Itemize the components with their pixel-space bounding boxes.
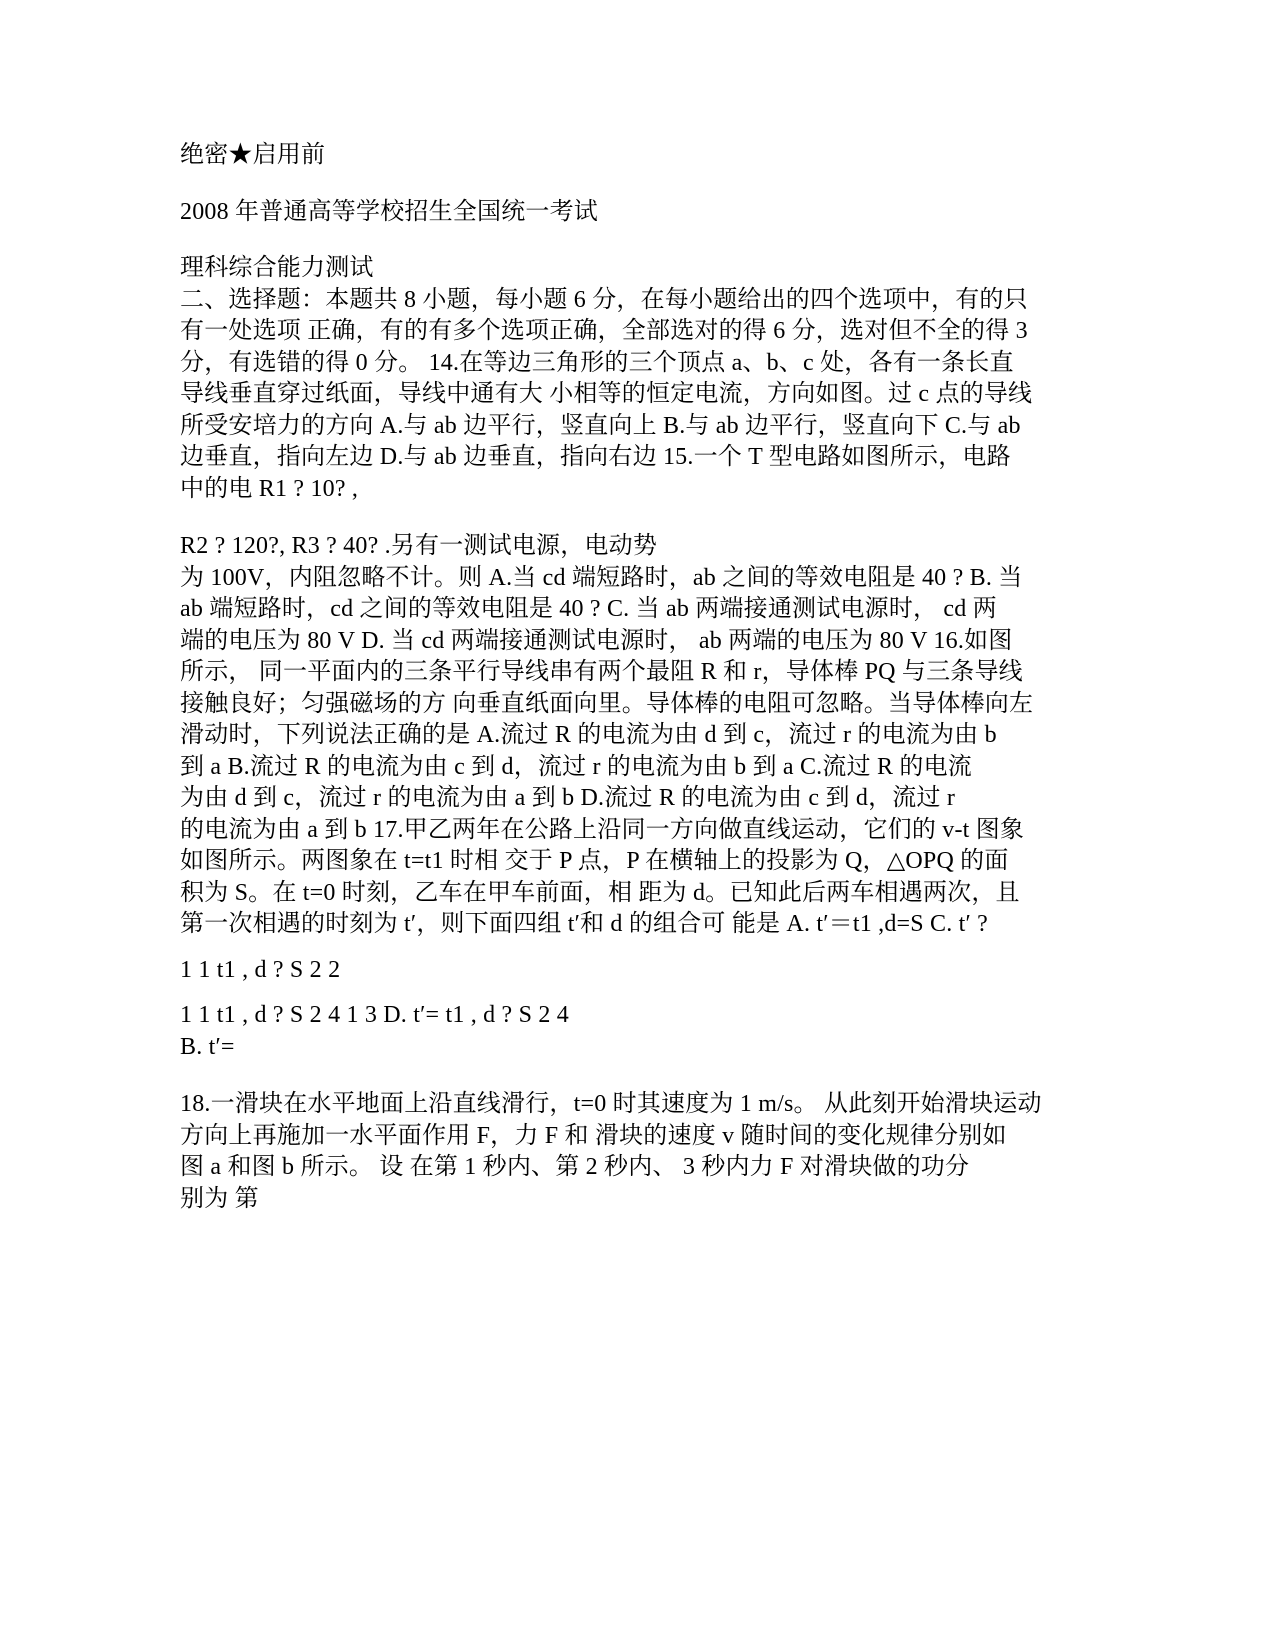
text-line: 18.一滑块在水平地面上沿直线滑行，t=0 时其速度为 1 m/s。 从此刻开始滑块运动 [180, 1091, 1042, 1117]
text-line: 有一处选项 正确，有的有多个选项正确，全部选对的得 6 分，选对但不全的得 3 [180, 318, 1028, 344]
option-fragment-1 [180, 955, 1060, 987]
text-line: 1 1 t1 , d ? S 2 4 1 3 D. t′= t1 , d ? S 2 4 [180, 1002, 569, 1028]
text-line: 为由 d 到 c，流过 r 的电流为由 a 到 b D.流过 R 的电流为由 c 到 d，流过 r [180, 785, 956, 811]
exam-title: 2008 年普通高等学校招生全国统一考试 [180, 198, 598, 225]
section-choice-intro [180, 285, 1060, 506]
text-line: 第一次相遇的时刻为 t′，则下面四组 t′和 d 的组合可 能是 A. t′＝t1 ,d=S C. t′ ? [180, 911, 989, 937]
text-line: 图 a 和图 b 所示。 设 在第 1 秒内、第 2 秒内、 3 秒内力 F 对滑块做的功分 [180, 1154, 970, 1180]
text-line: 中的电 R1 ? 10? , [180, 475, 359, 502]
text-line: 1 1 t1 , d ? S 2 2 [180, 956, 341, 983]
text-line: 的电流为由 a 到 b 17.甲乙两年在公路上沿同一方向做直线运动，它们的 v-t 图象 [180, 816, 1025, 843]
subject-title: 理科综合能力测试 [180, 255, 374, 281]
text-line: 二、选择题：本题共 8 小题，每小题 6 分，在每小题给出的四个选项中，有的只 [180, 286, 1028, 313]
text-line: 端的电压为 80 V D. 当 cd 两端接通测试电源时， ab 两端的电压为 80 V 16.如图 [180, 627, 1013, 654]
document-page [180, 140, 1060, 1215]
text-line: 为 100V，内阻忽略不计。则 A.当 cd 端短路时，ab 之间的等效电阻是 40 ? B. 当 [180, 564, 1023, 591]
text-line: 分，有选错的得 0 分。 14.在等边三角形的三个顶点 a、b、c 处，各有一条长直 [180, 349, 1014, 376]
text-line: 边垂直，指向左边 D.与 ab 边垂直，指向右边 15.一个 T 型电路如图所示，电路 [180, 444, 1011, 470]
text-line: 如图所示。两图象在 t=t1 时相 交于 P 点，P 在横轴上的投影为 Q，△OPQ 的面 [180, 848, 1009, 874]
question-block-15-17 [180, 531, 1060, 941]
question-block-18 [180, 1089, 1060, 1215]
text-line: 方向上再施加一水平面作用 F，力 F 和 滑块的速度 v 随时间的变化规律分别如 [180, 1122, 1007, 1149]
text-line: 滑动时，下列说法正确的是 A.流过 R 的电流为由 d 到 c，流过 r 的电流为由 b [180, 722, 997, 748]
text-line: R2 ? 120?, R3 ? 40? .另有一测试电源，电动势 [180, 533, 658, 559]
text-line: 别为 第 [180, 1185, 259, 1212]
option-fragment-2 [180, 1000, 1060, 1063]
text-line: 积为 S。在 t=0 时刻，乙车在甲车前面，相 距为 d。已知此后两车相遇两次，且 [180, 879, 1020, 906]
text-line: ab 端短路时，cd 之间的等效电阻是 40 ? C. 当 ab 两端接通测试电源时， cd 两 [180, 596, 997, 622]
text-line: 导线垂直穿过纸面，导线中通有大 小相等的恒定电流，方向如图。过 c 点的导线 [180, 381, 1033, 407]
text-line: B. t′= [180, 1033, 235, 1060]
text-line: 所受安培力的方向 A.与 ab 边平行，竖直向上 B.与 ab 边平行，竖直向下 C.与 ab [180, 412, 1021, 439]
text-line: 到 a B.流过 R 的电流为由 c 到 d，流过 r 的电流为由 b 到 a C.流过 R 的电流 [180, 753, 972, 780]
text-line: 所示， 同一平面内的三条平行导线串有两个最阻 R 和 r，导体棒 PQ 与三条导线 [180, 659, 1023, 685]
text-line: 接触良好；匀强磁场的方 向垂直纸面向里。导体棒的电阻可忽略。当导体棒向左 [180, 690, 1034, 717]
confidential-mark: 绝密★启用前 [180, 142, 326, 168]
